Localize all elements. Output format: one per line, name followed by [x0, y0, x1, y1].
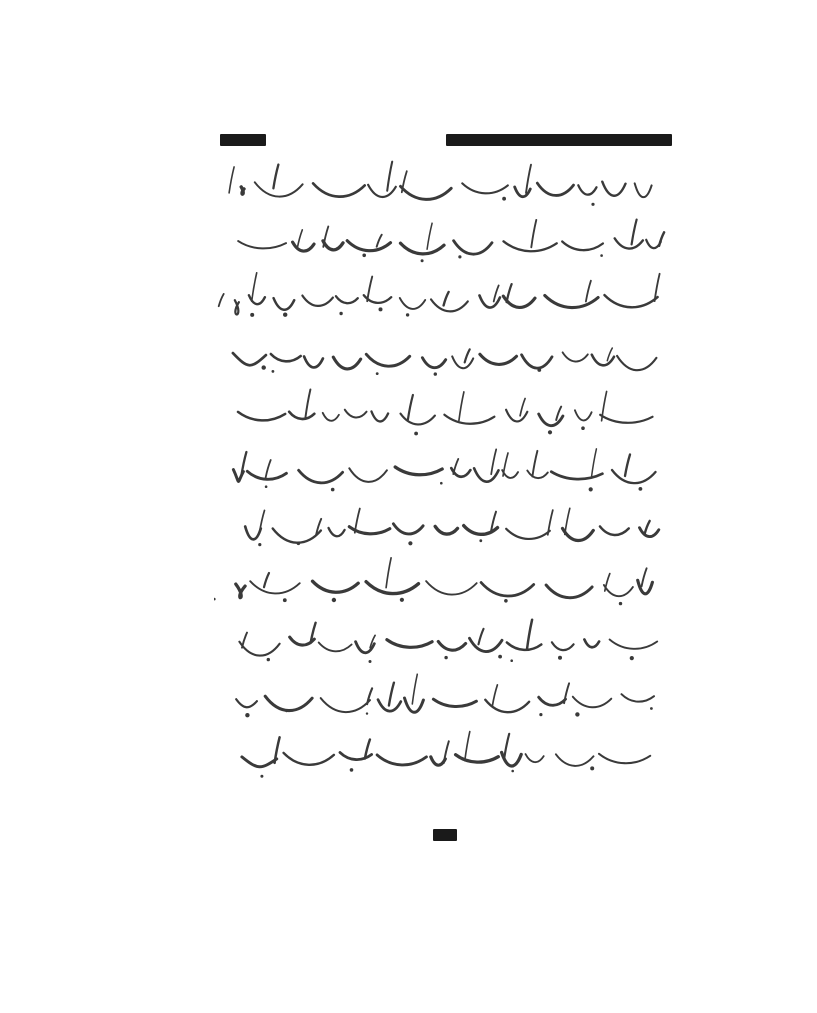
manuscript-line — [233, 449, 655, 492]
header-left-mark — [220, 134, 266, 146]
manuscript-line — [229, 162, 651, 206]
manuscript-line — [214, 558, 652, 606]
page-number-mark — [433, 829, 457, 841]
manuscript-line — [239, 620, 657, 663]
manuscript-line — [242, 732, 650, 778]
manuscript-line — [245, 508, 659, 546]
header-right-mark — [446, 134, 672, 146]
manuscript-line — [236, 674, 654, 717]
manuscript-image — [214, 160, 676, 796]
manuscript-line — [238, 220, 664, 263]
manuscript-line — [238, 390, 653, 436]
manuscript-line — [233, 348, 657, 376]
manuscript-line — [219, 273, 660, 317]
